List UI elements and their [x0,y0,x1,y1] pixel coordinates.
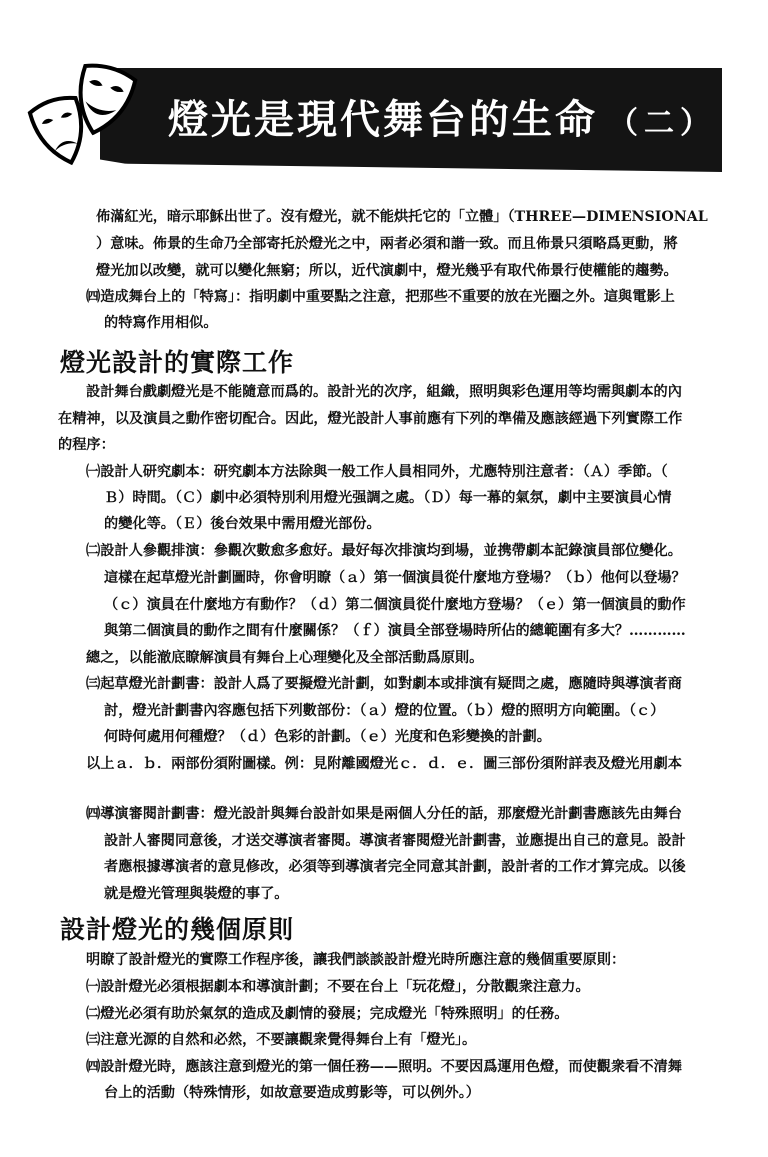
text-line: 的程序： [58,437,115,453]
section-heading-principles: 設計燈光的幾個原則 [60,915,295,944]
text-line: ）意味。佈景的生命乃全部寄托於燈光之中，兩者必須和諧一致。而且佈景只須略爲更動，將 [96,236,678,252]
text-line: 的變化等。（Ｅ）後台效果中需用燈光部份。 [104,516,381,532]
text-line: 設計人審閱同意後，才送交導演者審閱。導演者審閱燈光計劃書，並應提出自己的意見。設計 [104,833,686,849]
section-heading-practical-work: 燈光設計的實際工作 [60,348,295,377]
text-line: （ｃ）演員在什麼地方有動作？（ｄ）第二個演員從什麼地方登場？（ｅ）第一個演員的動作 [104,597,686,613]
text-line: 明瞭了設計燈光的實際工作程序後，讓我們談談設計燈光時所應注意的幾個重要原則： [86,952,626,968]
text-line: 佈滿紅光，暗示耶穌出世了。沒有燈光，就不能烘托它的「立體」（THREE—DIMENSIONAL [96,209,708,225]
page-title [168,88,716,145]
text-line: 的特寫作用相似。 [104,315,218,331]
text-line: ㈢注意光源的自然和必然，不要讓觀衆覺得舞台上有「燈光」。 [86,1032,477,1048]
text-line: ㈠設計人研究劇本：研究劇本方法除與一般工作人員相同外，尤應特別注意者：（Ａ）季節。（ [86,464,668,480]
theatre-masks-icon [22,58,140,176]
text-line: ㈢起草燈光計劃書：設計人爲了要擬燈光計劃，如對劇本或排演有疑問之處，應隨時與導演者商 [86,676,682,692]
text-line: 就是燈光管理與裝燈的事了。 [104,886,289,902]
text-line: ㈣導演審閱計劃書：燈光設計與舞台設計如果是兩個人分任的話，那麼燈光計劃書應該先由舞台 [86,806,682,822]
text-line: 何時何處用何種燈？（ｄ）色彩的計劃。（ｅ）光度和色彩變換的計劃。 [104,729,551,745]
text-line: ㈡設計人參觀排演：參觀次數愈多愈好。最好每次排演均到場，並携帶劇本記錄演員部位變化。 [86,543,682,559]
text-line: ㈡燈光必須有助於氣氛的造成及劇情的發展；完成燈光「特殊照明」的任務。 [86,1006,569,1022]
text-line: ㈣造成舞台上的「特寫」：指明劇中重要點之注意，把那些不重要的放在光圈之外。這與電影上 [86,289,675,305]
text-line: 這樣在起草燈光計劃圖時，你會明瞭（ａ）第一個演員從什麼地方登場？（ｂ）他何以登場？ [104,570,686,586]
text-line: 與第二個演員的動作之間有什麼關係？（ｆ）演員全部登場時所佔的總範圍有多大？………… [104,623,686,639]
text-line: 以上ａ．ｂ．兩部份須附圖樣。例：見附離國燈光ｃ．ｄ．ｅ．圖三部份須附詳表及燈光用劇本 [86,756,682,772]
text-line: Ｂ）時間。（Ｃ）劇中必須特別利用燈光强調之處。（Ｄ）每一幕的氣氛，劇中主要演員心情 [104,490,672,506]
title-main: 燈光是現代舞台的生命 [168,97,598,143]
text-line: ㈠設計燈光必須根据劇本和導演計劃；不要在台上「玩花燈」，分散觀衆注意力。 [86,979,590,995]
title-part-number: （二） [608,106,716,141]
text-line: 設計舞台戲劇燈光是不能隨意而爲的。設計光的次序，組織，照明與彩色運用等均需與劇本的內 [86,384,682,400]
text-line: ㈣設計燈光時，應該注意到燈光的第一個任務——照明。不要因爲運用色燈，而使觀衆看不清舞 [86,1059,682,1075]
text-line: 台上的活動（特殊情形，如故意要造成剪影等，可以例外。） [104,1085,480,1101]
text-line: 燈光加以改變，就可以變化無窮；所以，近代演劇中，燈光幾乎有取代佈景行使權能的趨勢。 [96,263,678,279]
text-line: 討，燈光計劃書內容應包括下列數部份：（ａ）燈的位置。（ｂ）燈的照明方向範圍。（ｃ） [104,703,665,719]
text-line: 在精神，以及演員之動作密切配合。因此，燈光設計人事前應有下列的準備及應該經過下列實際工作 [58,411,683,427]
text-line: 者應根據導演者的意見修改，必須等到導演者完全同意其計劃，設計者的工作才算完成。以後 [104,859,686,875]
text-line: 總之，以能澈底瞭解演員有舞台上心理變化及全部活動爲原則。 [86,650,484,666]
